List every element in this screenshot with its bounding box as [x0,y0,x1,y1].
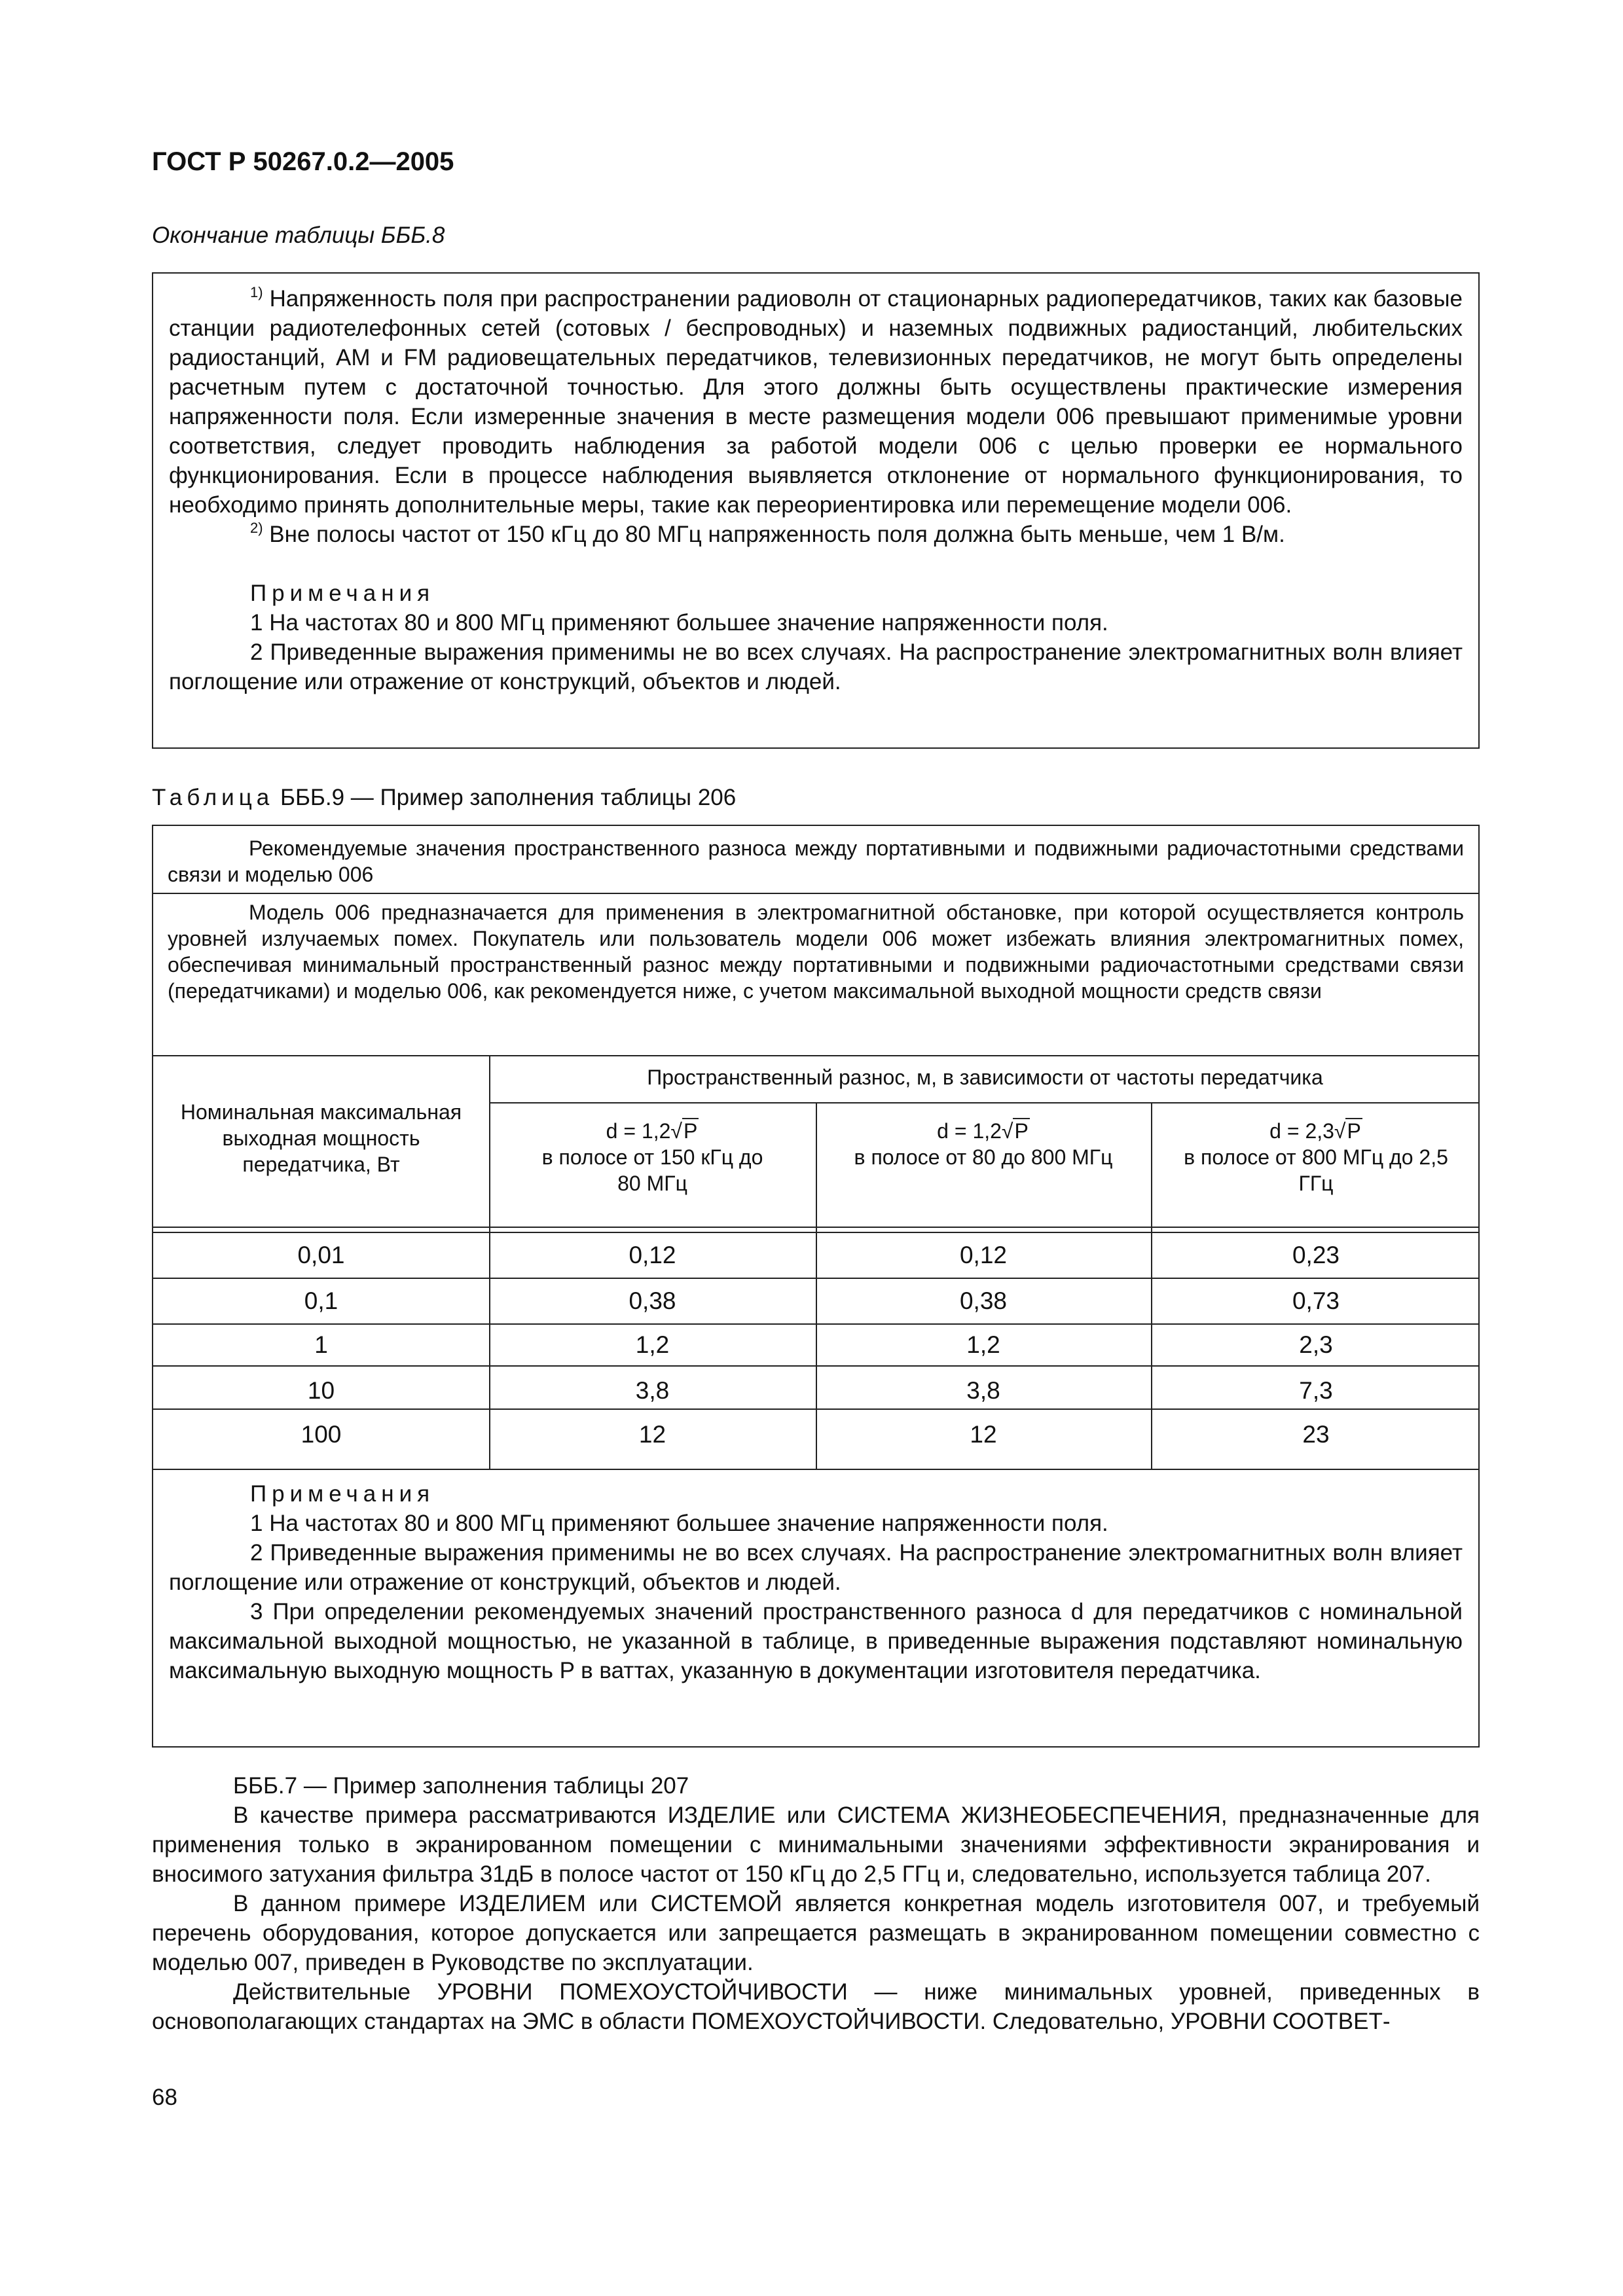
table-cell: 0,12 [629,1242,676,1268]
table9-heading-row: Рекомендуемые значения пространственного разноса между портативными и подвижными радиочастотными средствами связи и моделью 006 [168,836,1464,886]
formula-2 [816,1118,1151,1144]
formula-1-rad: P [683,1119,698,1143]
table-cell: 1,2 [635,1331,670,1358]
table-cell: 0,23 [1292,1242,1340,1268]
table9-title-rest: БББ.9 — Пример заполнения таблицы 206 [280,785,737,810]
formula-col-2 [816,1118,1151,1170]
table-word: Таблица [152,785,274,810]
formula-3-rad: P [1347,1119,1361,1143]
table-cell: 12 [638,1421,666,1448]
note-2: 2 Приведенные выражения применимы не во всех случаях. На распространение электромагнитных волн влияет поглощение или отражение от конструкций, объектов и людей. [169,1540,1463,1595]
col-power-header: Номинальная максимальная выходная мощность передатчика, Вт [180,1100,462,1176]
formula-2-coef: d = 1,2 [937,1119,1002,1143]
formula-col-1 [489,1118,816,1196]
footnote-1 [169,284,1463,520]
formula-3 [1151,1118,1481,1144]
table8-footnotes-box [152,272,1480,749]
table-cell: 23 [1302,1421,1330,1448]
table-cell: 10 [307,1377,335,1404]
formula-2-rad: P [1014,1119,1029,1143]
formula-3-coef: d = 2,3 [1269,1119,1334,1143]
sqrt-icon: √P [1001,1119,1029,1143]
table-cell: 12 [970,1421,997,1448]
section-paragraph-1: В качестве примера рассматриваются ИЗДЕЛИЕ или СИСТЕМА ЖИЗНЕОБЕСПЕЧЕНИЯ, предназначенные для применения только в экранированном помещении с минимальными значениями эффективности экранирования и вносимого затухания фильтра 31дБ в полосе частот от 150 кГц до 2,5 ГГц и, следовательно, используется таблица 207. [152,1803,1480,1887]
table-cell: 3,8 [635,1377,670,1404]
table9 [152,825,1480,1748]
sqrt-icon: √P [1334,1119,1361,1143]
section-paragraph-2: В данном примере ИЗДЕЛИЕМ или СИСТЕМОЙ является конкретная модель изготовителя 007, и требуемый перечень оборудования, которое допускается или запрещается размещать в экранированном помещении совместно с моделью 007, приведен в Руководстве по эксплуатации. [152,1891,1480,1975]
table-cell: 0,12 [959,1242,1007,1268]
table-cell: 1,2 [966,1331,1000,1358]
table-cell: 7,3 [1299,1377,1333,1404]
table-cell: 3,8 [966,1377,1000,1404]
notes-title: Примечания [250,581,435,606]
note-1: 1 На частотах 80 и 800 МГц применяют большее значение напряженности поля. [250,610,1108,636]
table9-notes [153,1479,1478,1685]
formula-1-coef: d = 1,2 [606,1119,671,1143]
note-2: 2 Приведенные выражения применимы не во всех случаях. На распространение электромагнитных волн влияет поглощение или отражение от конструкций, объектов и людей. [169,639,1463,694]
table-cell: 1 [314,1331,328,1358]
table-cell: 0,1 [304,1287,338,1314]
section-body [152,1771,1480,2036]
footnote-2-mark: 2) [250,520,263,536]
formula-3-band: в полосе от 800 МГц до 2,5 ГГц [1184,1145,1448,1195]
footnote-2-text: Вне полосы частот от 150 кГц до 80 МГц напряженность поля должна быть меньше, чем 1 В/м. [269,522,1285,547]
footnote-2 [169,520,1463,549]
table9-title [152,783,736,812]
page-number: 68 [152,2085,177,2110]
formula-1 [489,1118,816,1144]
continuation-label: Окончание таблицы БББ.8 [152,223,445,248]
formula-col-3 [1151,1118,1481,1196]
table-cell: 2,3 [1299,1331,1333,1358]
table-cell: 0,73 [1292,1287,1340,1314]
notes-title: Примечания [250,1481,435,1507]
formula-2-band: в полосе от 80 до 800 МГц [854,1145,1113,1169]
formula-1-band: в полосе от 150 кГц до 80 МГц [541,1145,763,1195]
document-id: ГОСТ Р 50267.0.2—2005 [152,147,454,176]
section-paragraph-3: Действительные УРОВНИ ПОМЕХОУСТОЙЧИВОСТИ — ниже минимальных уровней, приведенных в основополагающих стандартах на ЭМС в области ПОМЕХОУСТОЙЧИВОСТИ. Следовательно, УРОВНИ СООТВЕТ- [152,1979,1480,2034]
sqrt-icon: √P [670,1119,698,1143]
section-heading: БББ.7 — Пример заполнения таблицы 207 [233,1773,689,1799]
table-cell: 0,01 [297,1242,345,1268]
footnote-1-text: Напряженность поля при распространении радиоволн от стационарных радиопередатчиков, таких как базовые станции радиотелефонных сетей (сотовых / беспроводных) и наземных подвижных радиостанций, любительских радиостанций, AM и FM радиовещательных передатчиков, телевизионных передатчиков, не могут быть определены расчетным путем с достаточной точностью. Для этого должны быть осуществлены практические измерения напряженности поля. Если измеренные значения в месте размещения модели 006 превышают применимые уровни соответствия, следует проводить наблюдения за работой модели 006 с целью проверки ее нормального функционирования. Если в процессе наблюдения выявляется отклонение от нормального функционирования, то необходимо принять дополнительные меры, такие как переориентировка или перемещение модели 006. [169,286,1463,518]
footnote-1-mark: 1) [250,284,263,300]
table-cell: 100 [301,1421,342,1448]
note-3: 3 При определении рекомендуемых значений пространственного разноса d для передатчиков с номинальной максимальной выходной мощностью, не указанной в таблице, в приведенные выражения подставляют номинальную максимальную выходную мощность P в ваттах, указанную в документации изготовителя передатчика. [169,1599,1463,1683]
col-group-header: Пространственный разнос, м, в зависимости от частоты передатчика [647,1066,1323,1089]
table-cell: 0,38 [959,1287,1007,1314]
note-1: 1 На частотах 80 и 800 МГц применяют большее значение напряженности поля. [250,1511,1108,1536]
table-cell: 0,38 [629,1287,676,1314]
table9-intro-row: Модель 006 предназначается для применения в электромагнитной обстановке, при которой осуществляется контроль уровней излучаемых помех. Покупатель или пользователь модели 006 может избежать влияния электромагнитных помех, обеспечивая минимальный пространственный разнос между портативными и подвижными радиочастотными средствами связи (передатчиками) и моделью 006, как рекомендуется ниже, с учетом максимальной выходной мощности средств связи [168,901,1464,1003]
